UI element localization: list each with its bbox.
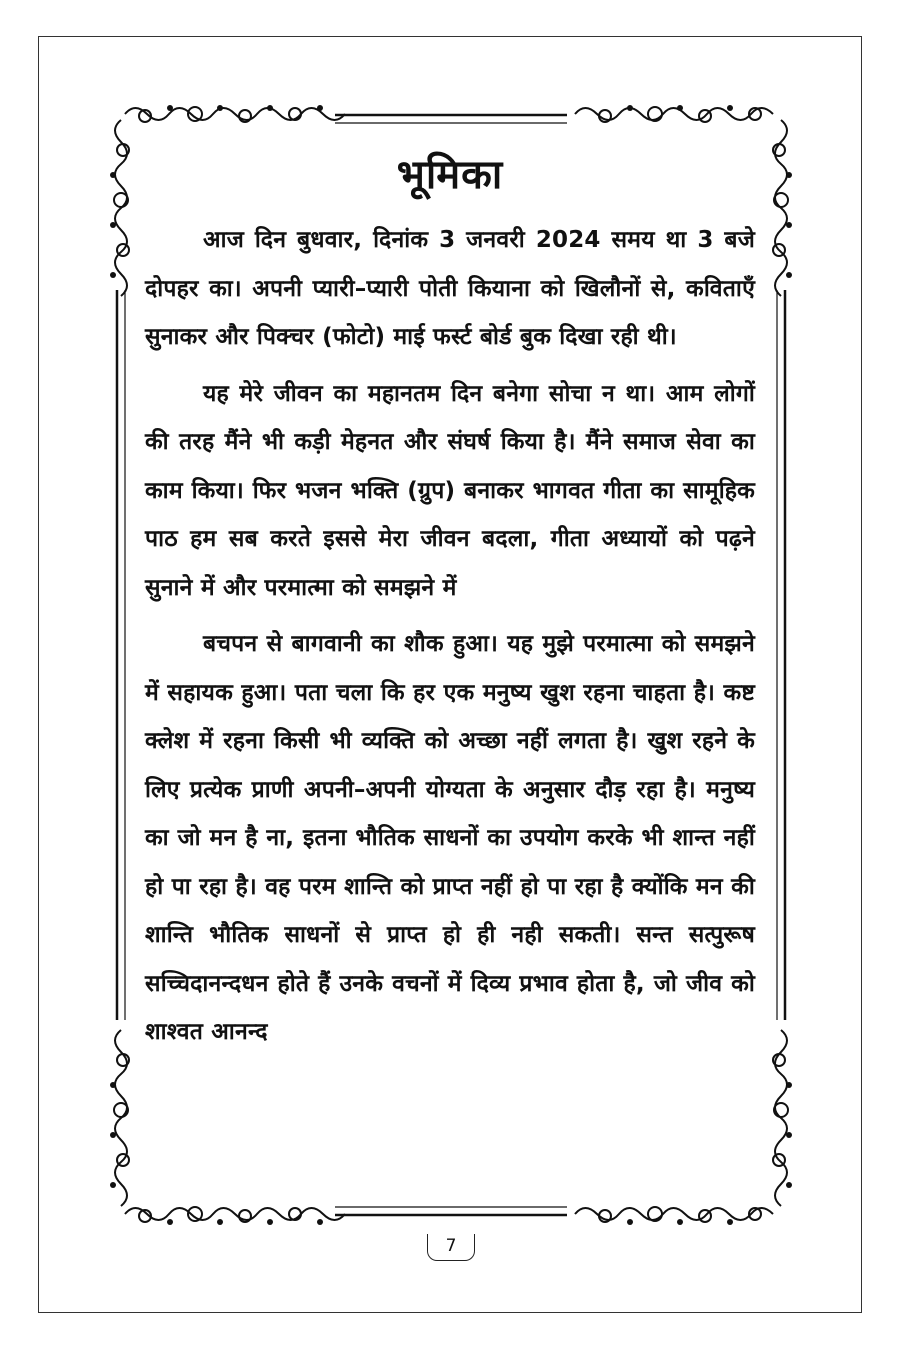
page-number: 7 [427, 1234, 475, 1261]
page-content [145, 145, 755, 1057]
paragraph: यह मेरे जीवन का महानतम दिन बनेगा सोचा न था। आम लोगों की तरह मैंने भी कड़ी मेहनत और संघर्ष किया है। मैंने समाज सेवा का काम किया। फिर भजन भक्ति (ग्रुप) बनाकर भागवत गीता का सामूहिक पाठ हम सब करते इससे मेरा जीवन बदला, गीता अध्यायों को पढ़ने सुनाने में और परमात्मा को समझने में [145, 380, 755, 601]
page-title: भूमिका [396, 152, 504, 198]
paragraph: बचपन से बागवानी का शौक हुआ। यह मुझे परमात्मा को समझने में सहायक हुआ। पता चला कि हर एक मनुष्य खुश रहना चाहता है। कष्ट क्लेश में रहना किसी भी व्यक्ति को अच्छा नहीं लगता है। खुश रहने के लिए प्रत्येक प्राणी अपनी–अपनी योग्यता के अनुसार दौड़ रहा है। मनुष्य का जो मन है ना, इतना भौतिक साधनों का उपयोग करके भी शान्त नहीं हो पा रहा है। वह परम शान्ति को प्राप्त नहीं हो पा रहा है क्योंकि मन की शान्ति भौतिक साधनों से प्राप्त हो ही नही सकती। सन्त सत्पुरूष सच्चिदानन्दधन होते हैं उनके वचनों में दिव्य प्रभाव होता है, जो जीव को शाश्वत आनन्द [145, 631, 755, 1045]
paragraph: आज दिन बुधवार, दिनांक 3 जनवरी 2024 समय था 3 बजे दोपहर का। अपनी प्यारी–प्यारी पोती कियाना को खिलौनों से, कविताएँ सुनाकर और पिक्चर (फोटो) माई फर्स्ट बोर्ड बुक दिखा रही थी। [145, 227, 755, 350]
